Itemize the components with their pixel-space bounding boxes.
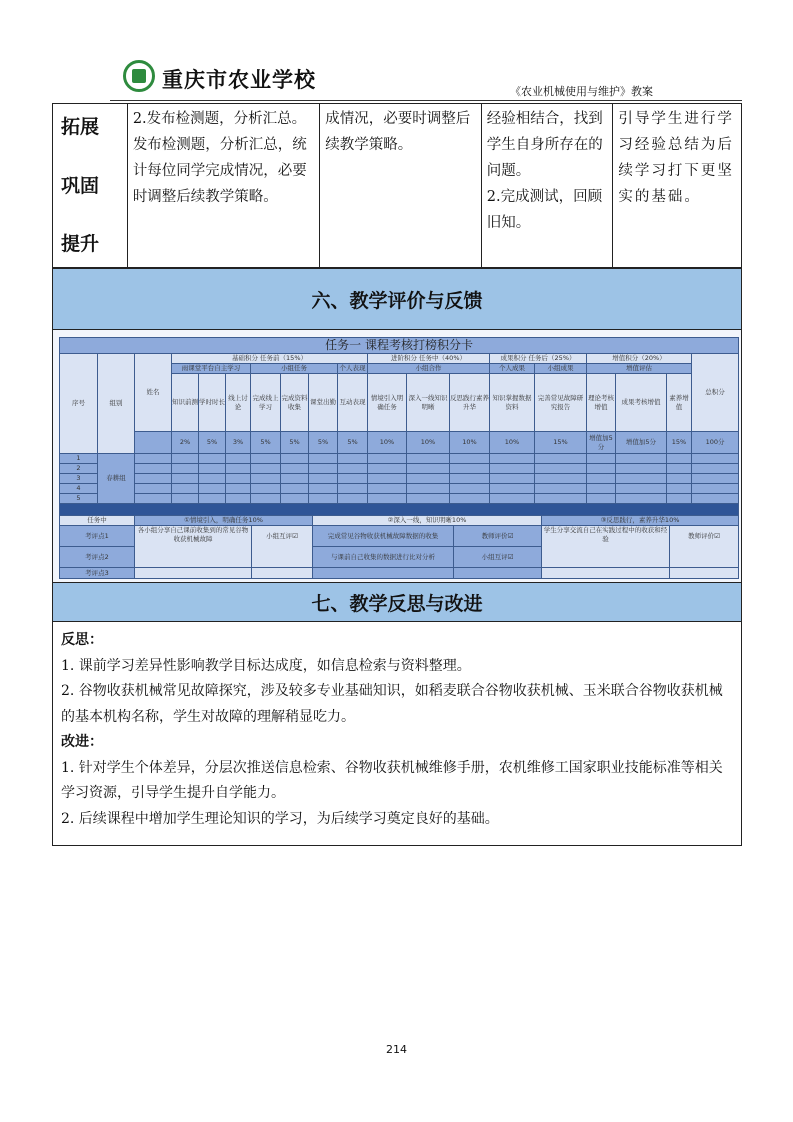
weight-cell: 5% <box>251 432 281 454</box>
p3-eval: 教师评价☑ <box>670 526 739 568</box>
score-cell <box>368 454 407 464</box>
school-name: 重庆市农业学校 <box>162 67 316 92</box>
score-cell <box>338 474 368 484</box>
group-header: 基础积分 任务前（15%） <box>172 354 368 364</box>
table-row <box>60 464 739 474</box>
item-header: 反思践行素养升华 <box>450 374 490 432</box>
score-cell <box>667 494 692 504</box>
item-header: 深入一线知识明晰 <box>407 374 450 432</box>
score-cell <box>199 494 226 504</box>
weight-cell: 10% <box>368 432 407 454</box>
improvement-item: 2. 后续课程中增加学生理论知识的学习，为后续学习奠定良好的基础。 <box>61 810 499 827</box>
score-cell <box>692 474 739 484</box>
phase-1: ①情境引入，明确任务10% <box>135 516 313 526</box>
score-cell <box>226 494 251 504</box>
item-header: 完善常见故障研究报告 <box>535 374 587 432</box>
score-cell <box>309 454 338 464</box>
col-total: 总积分 <box>692 354 739 432</box>
improvement-item: 1. 针对学生个体差异，分层次推送信息检索、谷物收获机械维修手册，农机维修工国家职业技能标准等相关学习资源，引导学生提升自学能力。 <box>61 759 723 801</box>
evaluation-table <box>59 515 739 579</box>
weight-cell: 10% <box>490 432 535 454</box>
row-number: 4 <box>60 484 98 494</box>
mid-label: 任务中 <box>60 516 135 526</box>
scorecard-image <box>52 330 742 582</box>
score-cell <box>172 484 199 494</box>
item-header: 完成资料收集 <box>281 374 309 432</box>
score-cell <box>535 454 587 464</box>
score-cell <box>135 464 172 474</box>
teacher-activity-cont: 成情况，必要时调整后续教学策略。 <box>320 104 482 267</box>
reflection-item: 2. 谷物收获机械常见故障探究，涉及较多专业基础知识，如稻麦联合谷物收获机械、玉米联合谷物收获机械的基本机构名称，学生对故障的理解稍显吃力。 <box>61 683 723 725</box>
score-cell <box>172 494 199 504</box>
reflection-item: 1. 课前学习差异性影响教学目标达成度，如信息检索与资料整理。 <box>61 657 471 674</box>
weight-cell: 2% <box>172 432 199 454</box>
item-header: 互动表现 <box>338 374 368 432</box>
score-cell <box>135 484 172 494</box>
score-cell <box>450 494 490 504</box>
p2-text-2: 与课前自己收集的数据进行比对分析 <box>313 547 454 568</box>
subgroup-header: 个人成果 <box>490 364 535 374</box>
score-cell <box>407 454 450 464</box>
score-cell <box>135 494 172 504</box>
item-header: 成果考核增值 <box>616 374 667 432</box>
subgroup-header: 小组成果 <box>535 364 587 374</box>
stage-word: 提升 <box>61 233 100 255</box>
group-header: 增值积分（20%） <box>587 354 692 364</box>
teacher-activity: 2.发布检测题，分析汇总。发布检测题，分析汇总，统计每位同学完成情况，必要时调整后续教学策略。 <box>128 104 320 267</box>
score-cell <box>338 484 368 494</box>
score-cell <box>309 494 338 504</box>
score-cell <box>667 464 692 474</box>
row-number: 2 <box>60 464 98 474</box>
score-cell <box>281 464 309 474</box>
score-cell <box>226 474 251 484</box>
weight-cell: 5% <box>309 432 338 454</box>
weight-cell: 3% <box>226 432 251 454</box>
table-row <box>60 494 739 504</box>
score-cell <box>338 494 368 504</box>
p2-eval-1: 教师评价☑ <box>454 526 542 547</box>
item-header: 线上讨论 <box>226 374 251 432</box>
col-name: 姓名 <box>135 354 172 432</box>
score-cell <box>338 464 368 474</box>
weight-cell: 15% <box>535 432 587 454</box>
score-cell <box>587 494 616 504</box>
item-header: 知识掌握数据资料 <box>490 374 535 432</box>
table-row <box>60 454 739 464</box>
score-cell <box>199 484 226 494</box>
row-number: 1 <box>60 454 98 464</box>
score-cell <box>368 494 407 504</box>
score-cell <box>407 474 450 484</box>
item-header: 理论考核增值 <box>587 374 616 432</box>
subgroup-header: 个人表现 <box>339 364 366 372</box>
group-header: 进阶积分 任务中（40%） <box>368 354 490 364</box>
score-cell <box>490 484 535 494</box>
p3-text: 学生分享交流自己在实践过程中的收获和经验 <box>542 526 670 568</box>
score-cell <box>251 464 281 474</box>
empty-cell <box>135 568 252 579</box>
score-cell <box>338 454 368 464</box>
point-label: 考评点3 <box>60 568 135 579</box>
weight-cell: 10% <box>407 432 450 454</box>
stage-word: 拓展 <box>61 116 100 138</box>
student-activity: 经验相结合，找到学生自身所存在的问题。 2.完成测试，回顾旧知。 <box>482 104 614 267</box>
group-name: 春耕组 <box>98 454 135 504</box>
score-cell <box>281 484 309 494</box>
subgroup-header: 增值评估 <box>587 364 692 374</box>
score-cell <box>450 464 490 474</box>
weight-cell: 增值加5分 <box>616 432 667 454</box>
col-seq: 序号 <box>60 354 98 454</box>
empty-cell <box>670 568 739 579</box>
score-cell <box>281 454 309 464</box>
item-header: 情境引入明确任务 <box>368 374 407 432</box>
empty-cell <box>454 568 542 579</box>
section-7-heading: 七、教学反思与改进 <box>52 582 742 622</box>
score-cell <box>616 474 667 484</box>
weight-cell: 5% <box>199 432 226 454</box>
score-cell <box>616 484 667 494</box>
subgroup-header: 雨课堂平台自主学习 <box>172 364 251 374</box>
score-cell <box>251 454 281 464</box>
score-cell <box>450 454 490 464</box>
score-cell <box>226 464 251 474</box>
score-cell <box>616 454 667 464</box>
reflection-heading: 反思： <box>61 632 103 648</box>
weight-cell: 5% <box>281 432 309 454</box>
course-title: 《农业机械使用与维护》教案 <box>510 85 653 98</box>
improvement-heading: 改进： <box>61 734 103 750</box>
score-cell <box>309 464 338 474</box>
header-rule <box>110 100 742 101</box>
section-6-heading: 六、教学评价与反馈 <box>52 268 742 330</box>
score-cell <box>450 474 490 484</box>
score-cell <box>172 464 199 474</box>
item-header: 学时时长 <box>199 374 226 432</box>
design-intent: 引导学生进行学习经验总结为后续学习打下更坚实的基础。 <box>618 111 734 205</box>
score-cell <box>490 474 535 484</box>
score-cell <box>368 484 407 494</box>
score-cell <box>368 474 407 484</box>
score-cell <box>172 454 199 464</box>
table-row <box>60 484 739 494</box>
score-cell <box>616 464 667 474</box>
score-cell <box>490 464 535 474</box>
score-cell <box>251 494 281 504</box>
score-cell <box>535 464 587 474</box>
reflection-block <box>52 622 742 846</box>
score-cell <box>667 484 692 494</box>
weight-cell: 5% <box>338 432 368 454</box>
score-cell <box>587 484 616 494</box>
score-cell <box>667 454 692 464</box>
stage-word: 巩固 <box>61 174 100 197</box>
p1-text: 各小组分享自己课前收集到的常见谷物收获机械故障 <box>135 526 252 568</box>
score-cell <box>587 464 616 474</box>
weight-cell: 15% <box>667 432 692 454</box>
weight-cell: 增值加5分 <box>587 432 616 454</box>
score-cell <box>281 494 309 504</box>
score-cell <box>309 474 338 484</box>
score-cell <box>692 494 739 504</box>
score-cell <box>251 474 281 484</box>
score-cell <box>535 494 587 504</box>
score-cell <box>692 484 739 494</box>
item-header: 知识前测 <box>172 374 199 432</box>
item-header: 完成线上学习 <box>251 374 281 432</box>
table-row <box>60 474 739 484</box>
page-number: 214 <box>386 1043 407 1056</box>
lesson-stage-row <box>52 103 742 268</box>
score-cell <box>281 474 309 484</box>
name-blank <box>135 432 172 454</box>
score-cell <box>368 464 407 474</box>
score-cell <box>172 474 199 484</box>
score-cell <box>226 454 251 464</box>
col-group: 组别 <box>98 354 135 454</box>
stage-label <box>53 104 128 267</box>
row-number: 3 <box>60 474 98 484</box>
phase-2: ②深入一线，知识明晰10% <box>313 516 542 526</box>
point-label: 考评点2 <box>60 547 135 568</box>
scorecard-table <box>59 337 739 518</box>
score-cell <box>692 464 739 474</box>
score-cell <box>226 484 251 494</box>
phase-3: ③反思践行，素养升华10% <box>542 516 739 526</box>
score-cell <box>199 464 226 474</box>
score-cell <box>407 484 450 494</box>
subgroup-header: 小组合作 <box>368 364 490 374</box>
empty-cell <box>542 568 670 579</box>
score-cell <box>450 484 490 494</box>
score-cell <box>535 474 587 484</box>
item-header: 素养增值 <box>667 374 692 432</box>
score-cell <box>616 494 667 504</box>
score-cell <box>692 454 739 464</box>
row-number: 5 <box>60 494 98 504</box>
subgroup-header: 小组任务 <box>251 364 338 374</box>
score-cell <box>587 454 616 464</box>
empty-cell <box>252 568 313 579</box>
empty-cell <box>313 568 454 579</box>
score-cell <box>199 474 226 484</box>
group-header: 成果积分 任务后（25%） <box>490 354 587 364</box>
item-header: 课堂出勤 <box>309 374 338 432</box>
score-cell <box>535 484 587 494</box>
school-logo-icon <box>123 60 155 92</box>
weight-cell: 100分 <box>692 432 739 454</box>
p2-text-1: 完成常见谷物收获机械故障数据的收集 <box>313 526 454 547</box>
score-cell <box>251 484 281 494</box>
p1-eval: 小组互评☑ <box>252 526 313 568</box>
score-cell <box>407 464 450 474</box>
score-cell <box>135 474 172 484</box>
score-cell <box>667 474 692 484</box>
weight-cell: 10% <box>450 432 490 454</box>
score-cell <box>587 474 616 484</box>
score-cell <box>135 454 172 464</box>
score-cell <box>490 494 535 504</box>
p2-eval-2: 小组互评☑ <box>454 547 542 568</box>
score-cell <box>407 494 450 504</box>
score-cell <box>309 484 338 494</box>
scorecard-title: 任务一 课程考核打榜积分卡 <box>60 338 739 354</box>
score-cell <box>490 454 535 464</box>
point-label: 考评点1 <box>60 526 135 547</box>
score-cell <box>199 454 226 464</box>
